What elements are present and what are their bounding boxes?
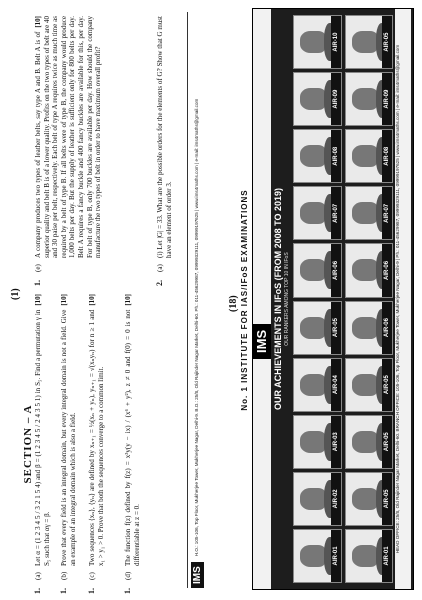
topper-photo bbox=[352, 88, 378, 110]
achievements-page bbox=[224, 6, 416, 594]
topper-photo bbox=[352, 488, 378, 510]
marks: [10] bbox=[60, 294, 68, 306]
topper-card bbox=[345, 72, 394, 126]
question-1d bbox=[124, 294, 141, 594]
topper-card bbox=[293, 415, 342, 469]
topper-card bbox=[293, 186, 342, 240]
topper-photo bbox=[352, 259, 378, 281]
marks: [10] bbox=[124, 294, 132, 306]
marks: [10] bbox=[34, 294, 42, 306]
topper-card bbox=[345, 358, 394, 412]
topper-rank: AIR-05 bbox=[382, 16, 392, 68]
topper-card bbox=[345, 415, 394, 469]
topper-rank: AIR-01 bbox=[382, 530, 392, 582]
topper-card bbox=[293, 243, 342, 297]
question-text: The function f(z) defined by f(z) = x³y(y − ix) / (x⁶ + y²), z ≠ 0 and f(0) = 0 is not differentiable at z = 0. bbox=[124, 309, 141, 566]
topper-photo bbox=[352, 31, 378, 53]
topper-card bbox=[293, 358, 342, 412]
topper-rank: AIR-05 bbox=[382, 359, 392, 411]
topper-card bbox=[345, 472, 394, 526]
ims-logo: IMS bbox=[191, 562, 204, 588]
question-number: 1. bbox=[33, 280, 42, 286]
question-text: (i) Let |G| = 33. What are the possible orders for the elements of G? Show that G must have an element of order 3. bbox=[156, 16, 173, 258]
question-number: 1. bbox=[87, 588, 96, 594]
topper-card bbox=[293, 301, 342, 355]
topper-card bbox=[293, 15, 342, 69]
question-1e bbox=[34, 16, 103, 286]
topper-card bbox=[345, 129, 394, 183]
topper-photo bbox=[300, 202, 326, 224]
question-text: Let α = (1 2 3 4 5 / 3 2 1 5 4) and β = (1 2 3 4 5 / 2 4 3 5 1) in S₅. Find a permutation γ in S₅ such that αγ = β. bbox=[34, 309, 51, 566]
topper-rank: AIR-08 bbox=[331, 130, 341, 182]
topper-card bbox=[345, 15, 394, 69]
ims-logo: IMS bbox=[253, 324, 271, 359]
question-number: 1. bbox=[59, 588, 68, 594]
topper-card bbox=[293, 529, 342, 583]
topper-rank: AIR-05 bbox=[331, 302, 341, 354]
topper-photo bbox=[352, 145, 378, 167]
question-text: Two sequences ⟨xₙ⟩, ⟨yₙ⟩ are defined by xₙ₊₁ = ½(xₙ + yₙ), yₙ₊₁ = √(xₙyₙ) for n ≥ 1 and x₁ > y₁ > 0. Prove that both the sequences converge to a common limit. bbox=[88, 309, 105, 566]
topper-card bbox=[345, 529, 394, 583]
question-page bbox=[6, 6, 210, 594]
topper-photo bbox=[352, 545, 378, 567]
topper-photo bbox=[352, 202, 378, 224]
topper-card bbox=[293, 72, 342, 126]
topper-photo bbox=[300, 31, 326, 53]
topper-photo bbox=[352, 374, 378, 396]
question-text: Prove that every field is an integral domain, but every integral domain is not a field. Give an example of an integral domain which is also a field. bbox=[60, 309, 77, 566]
topper-card bbox=[293, 472, 342, 526]
toppers-grid bbox=[293, 15, 393, 583]
question-part: (c) bbox=[88, 572, 96, 580]
topper-card bbox=[345, 301, 394, 355]
topper-rank: AIR-07 bbox=[382, 187, 392, 239]
question-number: 1. bbox=[33, 588, 42, 594]
question-part: (a) bbox=[34, 572, 42, 580]
topper-photo bbox=[300, 259, 326, 281]
poster-title: OUR ACHIEVEMENTS IN IFoS (FROM 2008 TO 2019) bbox=[273, 187, 283, 411]
topper-rank: AIR-03 bbox=[331, 416, 341, 468]
topper-rank: AIR-09 bbox=[382, 73, 392, 125]
topper-photo bbox=[352, 317, 378, 339]
topper-photo bbox=[300, 88, 326, 110]
poster-contact: HEAD OFFICE: 25/8, Old Rajinder Nagar Market, Delhi-60. BRANCH OFFICE: 105-106, Top Floor, Mukherjee Tower, Mukherjee Nagar, Delhi-9 | Ph.: 011-45629987, 09999329111, 09999197625 | www.ims4maths.com | e-mail: ims4maths@gmail.com bbox=[395, 9, 411, 589]
question-2a bbox=[156, 16, 173, 286]
question-part: (a) bbox=[156, 264, 164, 272]
question-1a bbox=[34, 294, 51, 594]
topper-photo bbox=[300, 145, 326, 167]
section-title: SECTION – A bbox=[22, 404, 34, 484]
topper-photo bbox=[300, 317, 326, 339]
question-text: A company produces two types of leather belts, say type A and B. Belt A is of superior quality and belt B is of a lower quality. Profits on the two types of belt are 40 and 30 paise per belt, respectively. Each belt of type A requires twice as much time as required by a belt of type B. If all belts were of type B, the company would produce 1,000 belts per day. But the supply of leather is sufficient only for 800 belts per day. Belt A requires a fancy buckle and 400 fancy buckles are available for this, per day. For belt of type B, only 700 buckles are available per day. How should the company manufacture the two types of belt in order to have maximum overall profit? bbox=[34, 16, 103, 258]
topper-card bbox=[345, 243, 394, 297]
page-footer bbox=[187, 12, 206, 588]
topper-card bbox=[293, 129, 342, 183]
topper-rank: AIR-05 bbox=[382, 416, 392, 468]
topper-rank: AIR-06 bbox=[331, 244, 341, 296]
topper-rank: AIR-06 bbox=[382, 302, 392, 354]
institute-header: No. 1 INSTITUTE FOR IAS/IFoS EXAMINATIONS bbox=[240, 189, 249, 411]
marks: [10] bbox=[34, 16, 42, 28]
topper-rank: AIR-02 bbox=[331, 473, 341, 525]
topper-rank: AIR-09 bbox=[331, 73, 341, 125]
question-part: (e) bbox=[34, 264, 42, 272]
topper-rank: AIR-08 bbox=[382, 130, 392, 182]
topper-rank: AIR-04 bbox=[331, 359, 341, 411]
question-number: 1. bbox=[123, 588, 132, 594]
achievements-poster bbox=[252, 8, 414, 590]
topper-photo bbox=[300, 374, 326, 396]
topper-rank: AIR-10 bbox=[331, 16, 341, 68]
topper-photo bbox=[352, 431, 378, 453]
topper-rank: AIR-06 bbox=[382, 244, 392, 296]
poster-subtitle: OUR RANKERS AMONG TOP 10 IN IFoS bbox=[284, 252, 290, 346]
page-number: (18) bbox=[228, 295, 239, 312]
marks: [10] bbox=[88, 294, 96, 306]
question-number: 2. bbox=[155, 280, 164, 286]
topper-photo bbox=[300, 545, 326, 567]
topper-card bbox=[345, 186, 394, 240]
topper-rank: AIR-01 bbox=[331, 530, 341, 582]
question-1c bbox=[88, 294, 105, 594]
topper-rank: AIR-07 bbox=[331, 187, 341, 239]
topper-photo bbox=[300, 488, 326, 510]
topper-photo bbox=[300, 431, 326, 453]
footer-address: H.O.: 105-106, Top Floor, Mukherjee Tower, Mukherjee Nagar, Delhi-9. B.O.: 25/8, Old Rajinder Nagar Market, Delhi-60. Ph.: 011-45629987, 09999329111, 09999197625 | www.ims4maths.com | e-mail: ims4maths@gmail.com bbox=[194, 98, 200, 557]
question-part: (d) bbox=[124, 571, 132, 580]
page-number: (1) bbox=[10, 288, 21, 300]
topper-rank: AIR-05 bbox=[382, 473, 392, 525]
question-1b bbox=[60, 294, 77, 594]
poster-banner bbox=[253, 9, 271, 589]
question-part: (b) bbox=[60, 571, 68, 580]
